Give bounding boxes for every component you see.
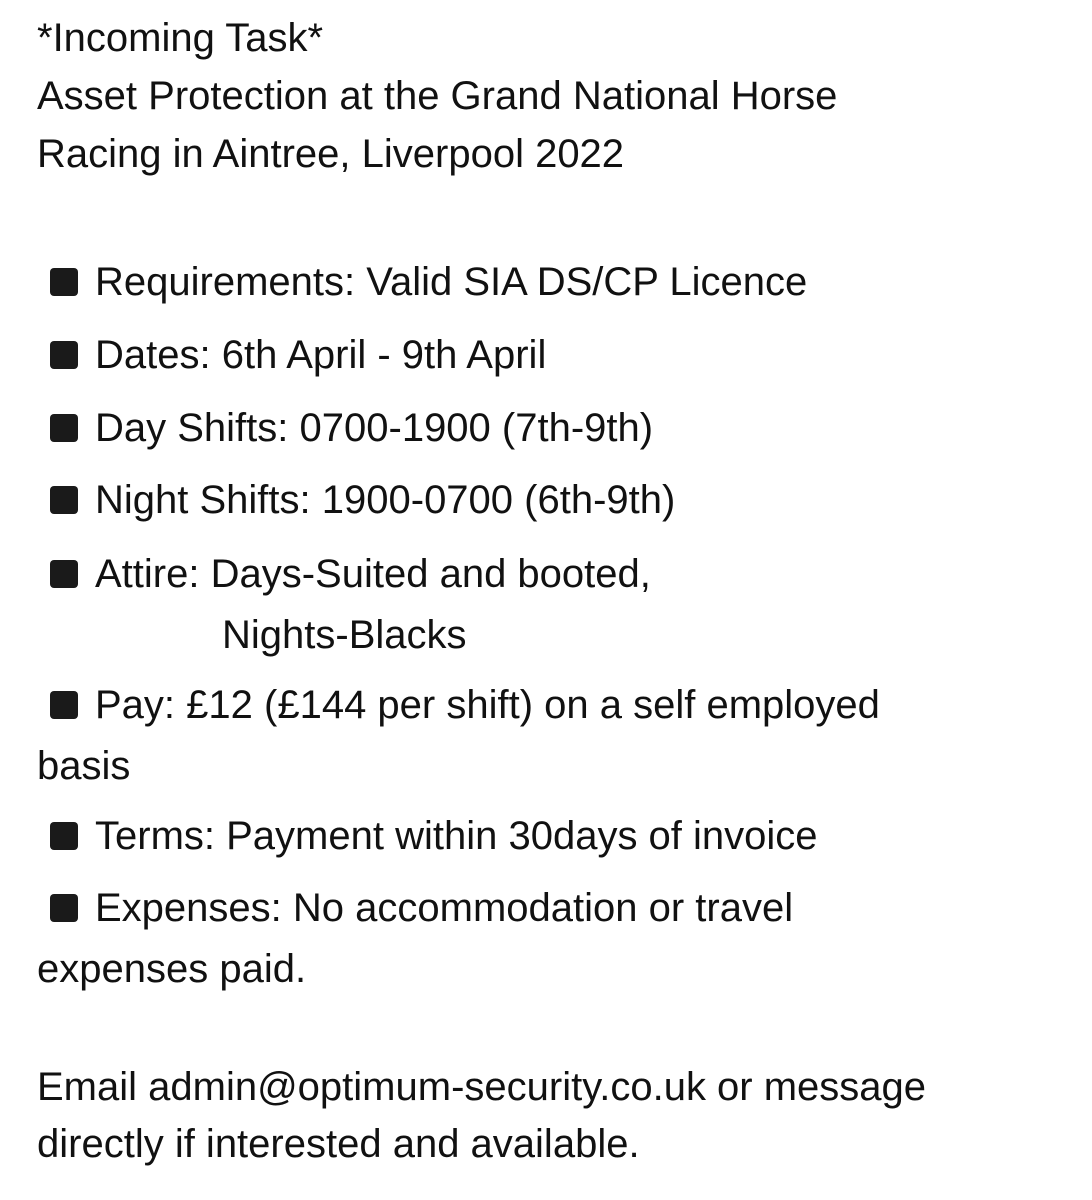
- list-item-attire-continued: Nights-Blacks: [222, 613, 467, 657]
- black-square-bullet-icon: [50, 822, 78, 850]
- list-item-day-shifts: [37, 404, 653, 452]
- list-item-attire: [37, 550, 651, 598]
- black-square-bullet-icon: [50, 486, 78, 514]
- black-square-bullet-icon: [50, 894, 78, 922]
- list-item-expenses-continued: expenses paid.: [37, 947, 307, 991]
- list-item-expenses: [37, 884, 793, 932]
- list-item-text: Terms: Payment within 30days of invoice: [95, 814, 818, 858]
- list-item-dates: [37, 331, 546, 379]
- list-item-text: Attire: Days-Suited and booted,: [95, 552, 651, 596]
- contact-line-2: directly if interested and available.: [37, 1122, 640, 1166]
- contact-line-1: Email admin@optimum-security.co.uk or message: [37, 1065, 927, 1109]
- black-square-bullet-icon: [50, 691, 78, 719]
- list-item-text: Requirements: Valid SIA DS/CP Licence: [95, 260, 808, 304]
- list-item-text: Expenses: No accommodation or travel: [95, 886, 794, 930]
- list-item-text: Pay: £12 (£144 per shift) on a self employed: [95, 683, 880, 727]
- list-item-text: Day Shifts: 0700-1900 (7th-9th): [95, 406, 654, 450]
- list-item-pay-continued: basis: [37, 744, 131, 788]
- list-item-terms: [37, 812, 818, 860]
- black-square-bullet-icon: [50, 560, 78, 588]
- list-item-night-shifts: [37, 476, 675, 524]
- list-item-text: Night Shifts: 1900-0700 (6th-9th): [95, 478, 676, 522]
- post-subtitle-line-2: Racing in Aintree, Liverpool 2022: [37, 132, 625, 176]
- black-square-bullet-icon: [50, 414, 78, 442]
- list-item-pay: [37, 681, 880, 729]
- post-subtitle-line-1: Asset Protection at the Grand National Horse: [37, 74, 838, 118]
- list-item-text: Dates: 6th April - 9th April: [95, 333, 547, 377]
- list-item-requirements: [37, 258, 807, 306]
- black-square-bullet-icon: [50, 268, 78, 296]
- post-title: *Incoming Task*: [37, 16, 324, 60]
- black-square-bullet-icon: [50, 341, 78, 369]
